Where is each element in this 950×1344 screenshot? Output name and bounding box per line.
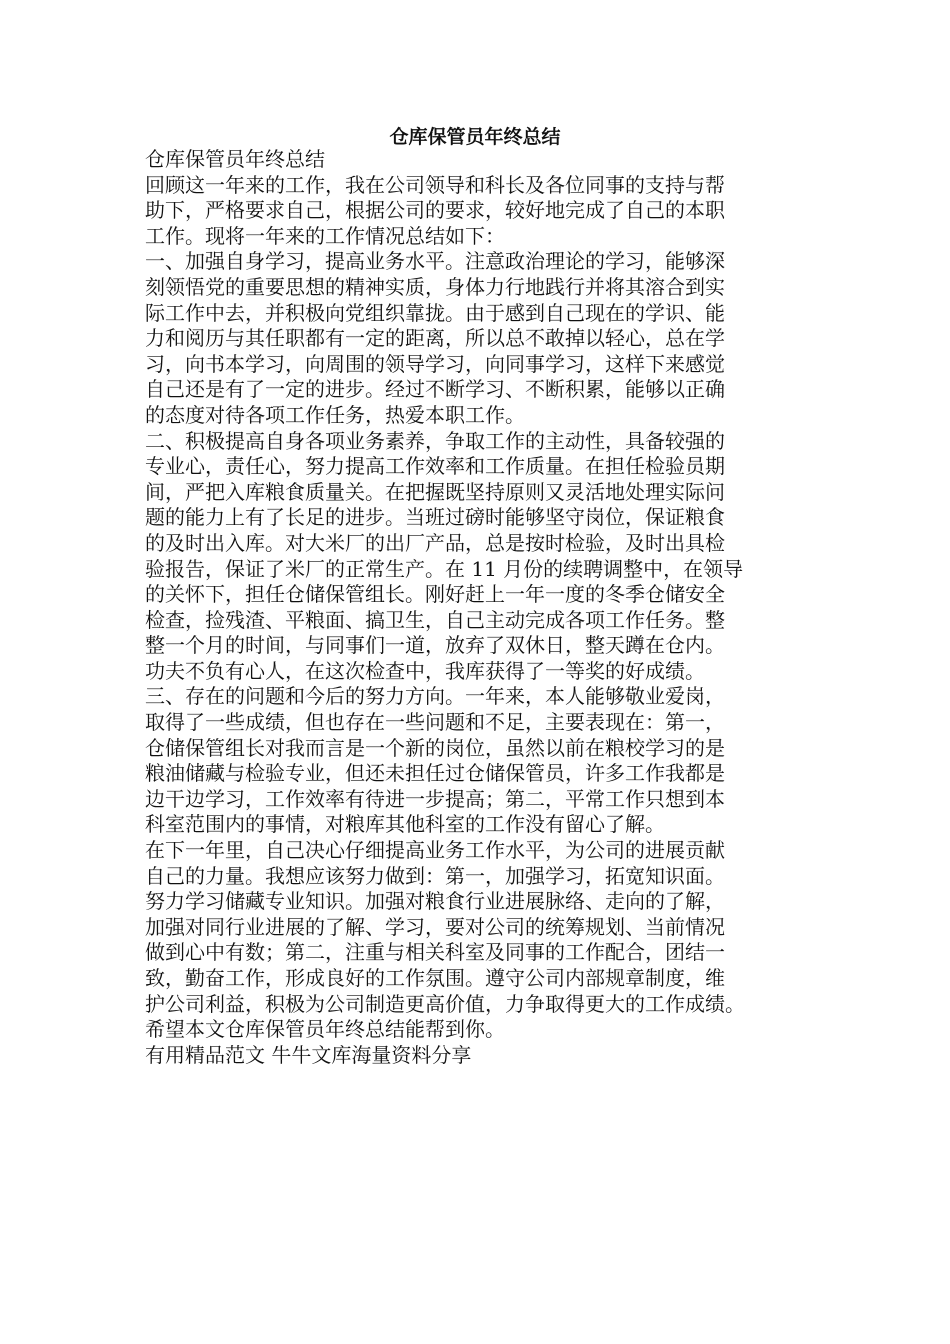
body-line: 回顾这一年来的工作，我在公司领导和科长及各位同事的支持与帮 — [145, 172, 725, 197]
body-line: 边干边学习，工作效率有待进一步提高；第二，平常工作只想到本 — [145, 786, 725, 811]
body-line: 三、存在的问题和今后的努力方向。一年来，本人能够敬业爱岗， — [145, 684, 725, 709]
body-line: 习，向书本学习，向周围的领导学习，向同事学习，这样下来感觉 — [145, 351, 725, 376]
body-line: 检查，捡残渣、平粮面、搞卫生，自己主动完成各项工作任务。整 — [145, 607, 725, 632]
body-line: 希望本文仓库保管员年终总结能帮到你。 — [145, 1017, 505, 1042]
body-line: 二、积极提高自身各项业务素养，争取工作的主动性，具备较强的 — [145, 428, 725, 453]
body-line: 整一个月的时间，与同事们一道，放弃了双休日，整天蹲在仓内。 — [145, 633, 725, 658]
body-line: 力和阅历与其任职都有一定的距离，所以总不敢掉以轻心，总在学 — [145, 326, 725, 351]
body-line: 功夫不负有心人，在这次检查中，我库获得了一等奖的好成绩。 — [145, 658, 705, 683]
body-line: 仓库保管员年终总结 — [145, 147, 325, 171]
body-line: 助下，严格要求自己，根据公司的要求，较好地完成了自己的本职 — [145, 198, 725, 223]
body-line: 粮油储藏与检验专业，但还未担任过仓储保管员，许多工作我都是 — [145, 761, 725, 786]
body-line: 专业心，责任心，努力提高工作效率和工作质量。在担任检验员期 — [145, 454, 725, 479]
body-line: 验报告，保证了米厂的正常生产。在 11 月份的续聘调整中，在领导 — [145, 556, 744, 581]
body-line: 题的能力上有了长足的进步。当班过磅时能够坚守岗位，保证粮食 — [145, 505, 725, 530]
body-line: 仓储保管组长对我而言是一个新的岗位，虽然以前在粮校学习的是 — [145, 735, 725, 760]
body-line: 工作。现将一年来的工作情况总结如下： — [145, 223, 505, 248]
body-line: 间，严把入库粮食质量关。在把握既坚持原则又灵活地处理实际问 — [145, 479, 725, 504]
body-line: 自己的力量。我想应该努力做到：第一，加强学习，拓宽知识面。 — [145, 863, 725, 888]
body-line: 有用精品范文 牛牛文库海量资料分享 — [145, 1042, 472, 1067]
body-line: 的态度对待各项工作任务，热爱本职工作。 — [145, 402, 525, 427]
body-line: 的关怀下，担任仓储保管组长。刚好赶上一年一度的冬季仓储安全 — [145, 582, 725, 607]
document-title: 仓库保管员年终总结 — [389, 126, 561, 148]
body-line: 取得了一些成绩，但也存在一些问题和不足，主要表现在：第一， — [145, 710, 725, 735]
body-line: 护公司利益，积极为公司制造更高价值，力争取得更大的工作成绩。 — [145, 991, 745, 1016]
body-line: 做到心中有数；第二，注重与相关科室及同事的工作配合，团结一 — [145, 940, 725, 965]
body-line: 在下一年里，自己决心仔细提高业务工作水平，为公司的进展贡献 — [145, 838, 725, 863]
body-line: 自己还是有了一定的进步。经过不断学习、不断积累，能够以正确 — [145, 377, 725, 402]
body-line: 致，勤奋工作，形成良好的工作氛围。遵守公司内部规章制度，维 — [145, 966, 725, 990]
body-line: 科室范围内的事情，对粮库其他科室的工作没有留心了解。 — [145, 812, 665, 837]
body-line: 一、加强自身学习，提高业务水平。注意政治理论的学习，能够深 — [145, 249, 725, 274]
body-line: 际工作中去，并积极向党组织靠拢。由于感到自己现在的学识、能 — [145, 300, 725, 325]
body-line: 加强对同行业进展的了解、学习，要对公司的统筹规划、当前情况 — [145, 914, 725, 939]
body-line: 的及时出入库。对大米厂的出厂产品，总是按时检验，及时出具检 — [145, 530, 725, 555]
body-line: 刻领悟党的重要思想的精神实质，身体力行地践行并将其溶合到实 — [145, 274, 725, 299]
body-line: 努力学习储藏专业知识。加强对粮食行业进展脉络、走向的了解， — [145, 889, 725, 914]
document-body — [145, 147, 813, 1068]
